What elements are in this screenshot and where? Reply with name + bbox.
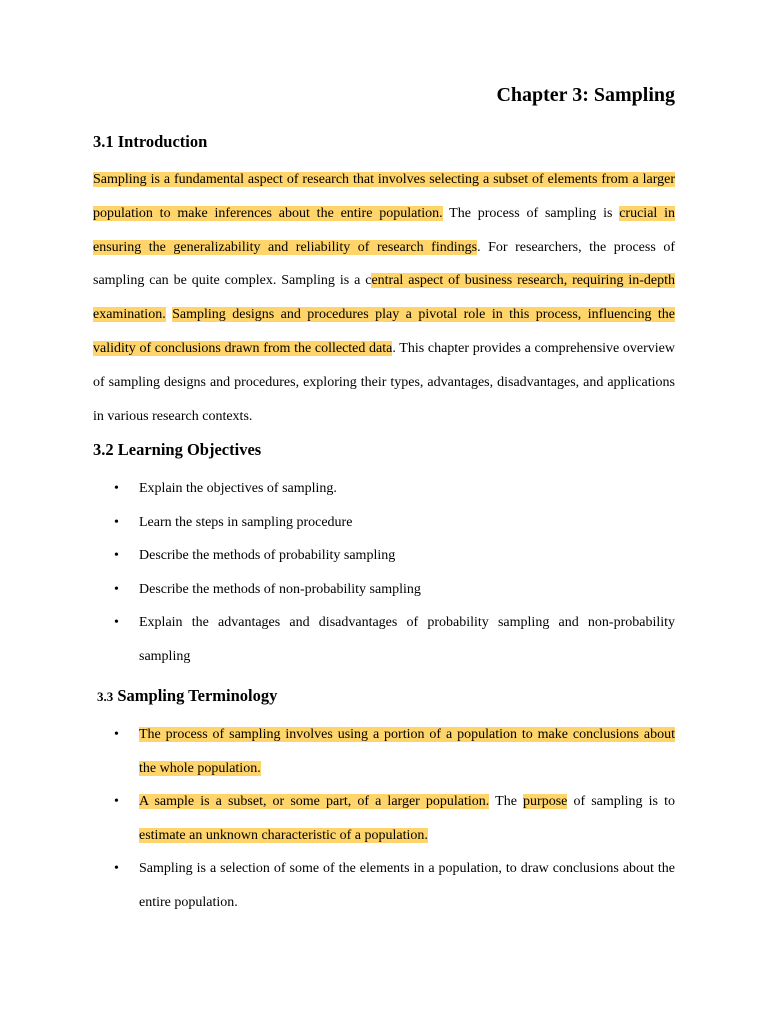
terminology-list [93,718,675,920]
terminology-segment: of sampling is to [567,794,675,810]
list-item: • Explain the objectives of sampling. [93,472,675,506]
list-item: • Explain the advantages and disadvantages of probability sampling and non-probability sampling [93,606,675,673]
intro-segment: . This chapter provides a comprehensive overview of sampling designs and procedures, exploring their types, advantages, disadvantages, and applications in various research contexts. [93,340,676,424]
terminology-segment: A sample is a subset, or some part, of a larger population. [139,794,490,810]
terminology-segment: Sampling is a selection of some of the elements in a population, to draw conclusions about the entire population. [139,861,675,910]
intro-segment: Sampling designs and procedures play a pivotal role in this process, influencing the validity of conclusions drawn from the collected data [93,307,676,356]
intro-segment: Sampling is a fundamental aspect of research that involves selecting a subset of elements from a larger population to make inferences about the entire population. [93,172,675,221]
introduction-paragraph [93,163,675,433]
list-item: • Learn the steps in sampling procedure [93,506,675,540]
objectives-list [93,472,675,674]
terminology-segment: estimate an unknown characteristic of a population. [139,827,428,843]
section-heading-text: Sampling Terminology [113,686,278,705]
chapter-title: Chapter 3: Sampling [496,84,675,106]
list-item [93,785,675,852]
section-number: 3.3 [97,689,114,704]
terminology-segment: The [489,794,524,810]
section-heading-learning-objectives: 3.2 Learning Objectives [93,440,262,459]
section-heading-sampling-terminology [97,686,277,706]
intro-segment: entral aspect of business research, requiring in-depth examination. [93,273,676,323]
terminology-segment: purpose [523,794,568,810]
list-item: • Describe the methods of non-probability sampling [93,573,675,607]
terminology-segment: The process of sampling involves using a portion of a population to make conclusions about the whole population. [139,727,675,776]
list-item [93,718,675,785]
list-item: • Describe the methods of probability sampling [93,539,675,573]
intro-segment: crucial in ensuring the generalizability and reliability of research findings [93,205,675,255]
intro-segment: The process of sampling is [442,205,620,221]
intro-segment: . For researchers, the process of sampling can be quite complex. Sampling is a c [93,239,675,289]
section-heading-introduction: 3.1 Introduction [93,132,208,151]
list-item [93,852,675,919]
